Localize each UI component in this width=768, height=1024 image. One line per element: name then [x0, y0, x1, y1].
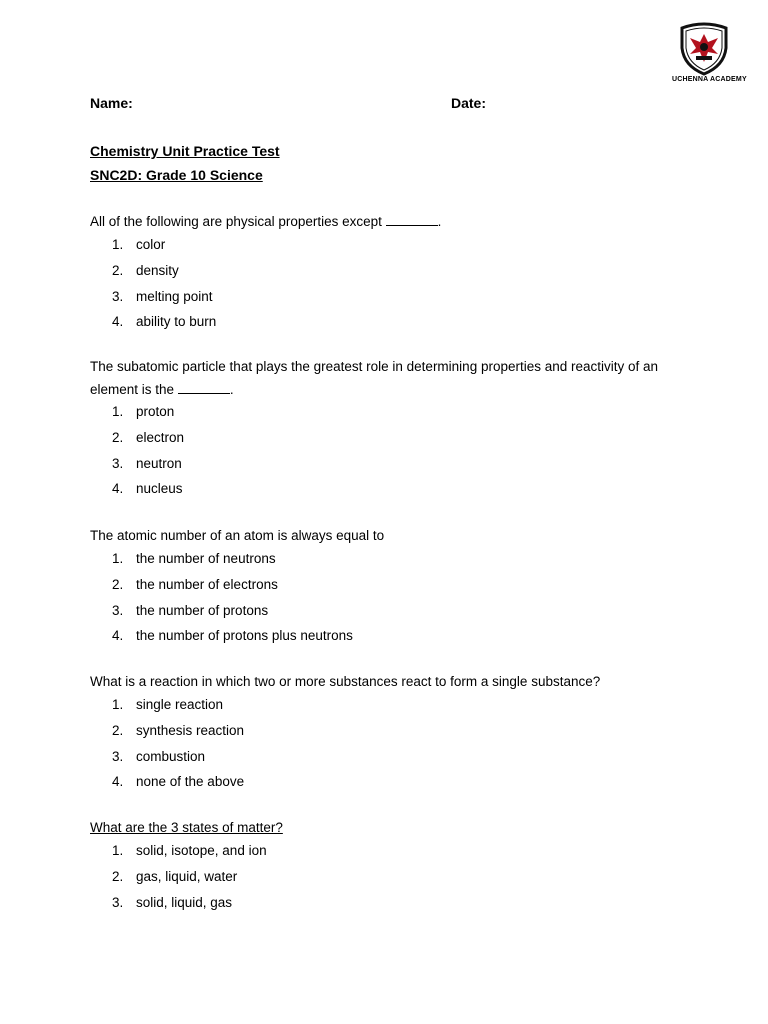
options-list-3: [112, 546, 353, 649]
list-item: 1. proton: [112, 404, 175, 419]
question-3: The atomic number of an atom is always equal to: [90, 528, 385, 543]
options-list-5: [112, 838, 267, 915]
options-list-1: [112, 232, 216, 335]
list-item: 2. density: [112, 262, 179, 278]
list-item: 3. solid, liquid, gas: [112, 894, 233, 910]
list-item: 4. none of the above: [112, 774, 245, 790]
list-item: 4. ability to burn: [112, 314, 217, 330]
question-text: All of the following are physical properties except: [90, 214, 382, 229]
answer-blank: [178, 381, 230, 394]
academy-logo: [672, 22, 747, 88]
answer-blank: [386, 213, 438, 226]
list-item: 1. solid, isotope, and ion: [112, 843, 267, 858]
list-item: 4. the number of protons plus neutrons: [112, 628, 353, 644]
question-text-end: .: [229, 382, 234, 397]
question-5: What are the 3 states of matter?: [90, 820, 283, 835]
list-item: 3. combustion: [112, 748, 206, 764]
question-2: [90, 355, 690, 401]
shield-crest-icon: [672, 22, 736, 76]
list-item: 2. synthesis reaction: [112, 722, 245, 738]
list-item: 3. melting point: [112, 288, 213, 304]
list-item: 2. the number of electrons: [112, 576, 278, 592]
question-1: [90, 210, 690, 233]
course-title: SNC2D: Grade 10 Science: [90, 167, 263, 183]
question-text: The subatomic particle that plays the greatest role in determining properties and reactivity of an element is the: [90, 359, 659, 397]
name-label: Name:: [90, 95, 133, 111]
list-item: 2. gas, liquid, water: [112, 868, 238, 884]
question-text-end: .: [437, 214, 442, 229]
date-label: Date:: [451, 95, 487, 111]
question-4: What is a reaction in which two or more substances react to form a single substance?: [90, 674, 601, 689]
list-item: 1. the number of neutrons: [112, 551, 276, 566]
options-list-2: [112, 399, 184, 502]
list-item: 3. neutron: [112, 455, 182, 471]
test-title: Chemistry Unit Practice Test: [90, 143, 280, 159]
list-item: 2. electron: [112, 429, 185, 445]
list-item: 1. color: [112, 237, 166, 252]
options-list-4: [112, 692, 244, 795]
logo-text: UCHENNA ACADEMY: [672, 76, 747, 83]
list-item: 4. nucleus: [112, 481, 183, 497]
list-item: 3. the number of protons: [112, 602, 269, 618]
list-item: 1. single reaction: [112, 697, 224, 712]
